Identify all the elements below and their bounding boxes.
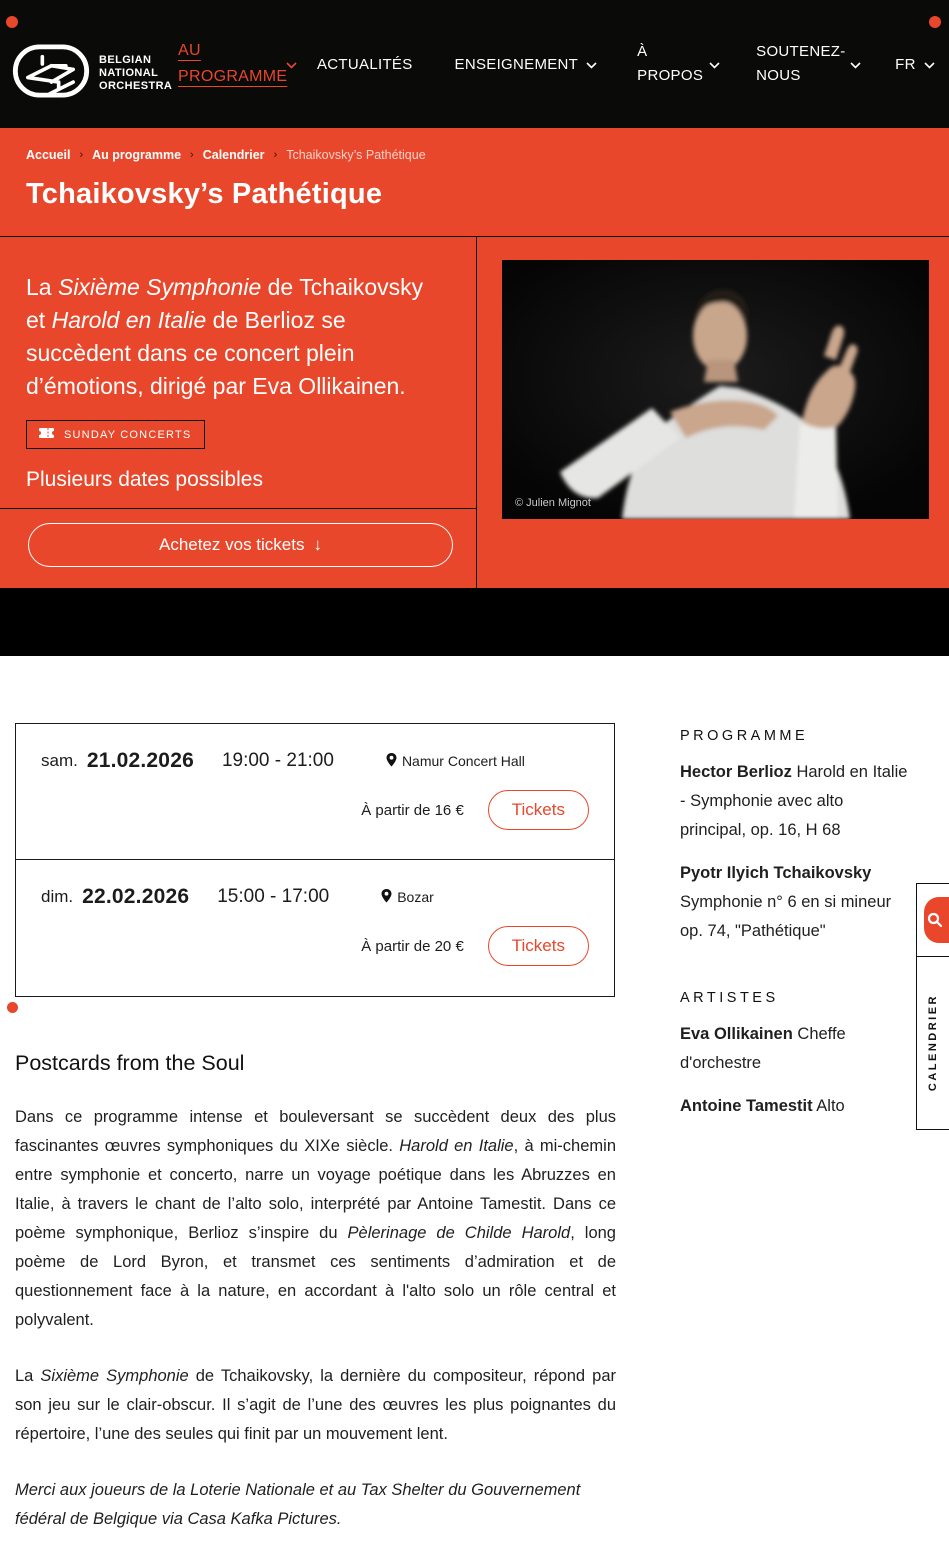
chevron-down-icon <box>586 56 597 73</box>
site-header <box>0 0 949 128</box>
nav-item-a-propos[interactable]: À PROPOS <box>637 40 720 88</box>
divider <box>0 508 477 509</box>
artiste-item: Eva Ollikainen Cheffe d'orchestre <box>680 1025 846 1072</box>
location-pin-icon <box>381 889 392 906</box>
programme-heading: PROGRAMME <box>680 728 809 744</box>
artistes-heading: ARTISTES <box>680 990 779 1006</box>
nav-item-actualites[interactable]: ACTUALITÉS <box>317 55 413 73</box>
article-paragraph: Dans ce programme intense et bouleversant se succèdent deux des plus fascinantes œuvres symphoniques du XIXe siècle. Harold en Italie, à mi-chemin entre symphonie et concerto, narre un voyage poétique dans les Abruzzes en Italie, à travers le chant de l’alto solo, interprété par Antoine Tamestit. Dans ce poème symphonique, Berlioz s’inspire du Pèlerinage de Childe Harold, long poème de Lord Byron, et transmet ces sentiments d’admiration et de questionnement face à la nature, en accordant à l'alto solo un rôle central et polyvalent. <box>15 1108 616 1329</box>
breadcrumb <box>26 148 949 162</box>
page-title: Tchaikovsky’s Pathétique <box>26 178 383 210</box>
sidebar <box>680 728 912 1121</box>
event-date: 22.02.2026 <box>82 885 190 908</box>
section-divider-band <box>0 588 949 656</box>
event-row <box>16 859 614 996</box>
event-time: 19:00 - 21:00 <box>221 750 334 771</box>
article <box>15 1051 616 1534</box>
series-badge[interactable] <box>26 420 205 449</box>
conductor-photo <box>502 260 929 519</box>
search-icon <box>924 897 949 943</box>
event-venue: Namur Concert Hall <box>386 753 525 770</box>
buy-tickets-button[interactable]: Achetez vos tickets ↓ <box>28 523 453 567</box>
brand-logo-block[interactable] <box>12 44 172 103</box>
event-day: dim. <box>41 887 74 906</box>
chevron-down-icon <box>850 56 861 73</box>
dates-note: Plusieurs dates possibles <box>26 468 263 491</box>
photo-credit: © Julien Mignot <box>515 497 591 509</box>
breadcrumb-separator: › <box>79 149 84 161</box>
artiste-item: Antoine Tamestit Alto <box>680 1097 845 1115</box>
nav-item-enseignement[interactable]: ENSEIGNEMENT <box>455 56 598 73</box>
language-selector[interactable]: FR <box>895 56 935 73</box>
chevron-down-icon <box>709 56 720 73</box>
programme-item: Hector Berlioz Harold en Italie - Symphonie avec alto principal, op. 16, H 68 <box>680 763 908 839</box>
hero-left-panel <box>0 237 477 588</box>
tickets-button[interactable]: Tickets <box>488 790 589 830</box>
breadcrumb-separator: › <box>273 149 278 161</box>
event-row <box>16 724 614 859</box>
event-time: 15:00 - 17:00 <box>217 886 330 907</box>
orchestra-logo-icon <box>12 44 90 103</box>
main-content <box>0 656 949 1550</box>
event-date: 21.02.2026 <box>86 749 194 772</box>
event-price: À partir de 20 € <box>361 937 464 955</box>
breadcrumb-link-accueil[interactable]: Accueil <box>26 148 71 162</box>
events-table <box>15 723 615 997</box>
hero-description: La Sixième Symphonie de Tchaikovsky et Harold en Italie de Berlioz se succèdent dans ce concert plein d’émotions, dirigé par Eva Ollikainen. <box>26 274 424 399</box>
brand-name: BELGIAN NATIONAL ORCHESTRA <box>99 54 173 92</box>
calendar-tab-button[interactable] <box>916 957 949 1130</box>
main-nav <box>178 0 948 128</box>
search-button[interactable] <box>916 883 949 957</box>
article-paragraph-thanks: Merci aux joueurs de la Loterie Nationale et au Tax Shelter du Gouvernement fédéral de Belgique via Casa Kafka Pictures. <box>15 1481 581 1528</box>
breadcrumb-separator: › <box>190 149 194 161</box>
chevron-down-icon <box>286 56 297 73</box>
breadcrumb-link-calendrier[interactable]: Calendrier <box>202 148 265 162</box>
decoration-dot <box>7 1002 18 1013</box>
arrow-down-icon: ↓ <box>313 535 322 554</box>
decoration-dot <box>6 16 18 28</box>
hero-section <box>0 236 949 588</box>
breadcrumb-link-au-programme[interactable]: Au programme <box>92 148 182 162</box>
chevron-down-icon <box>924 56 935 73</box>
article-paragraph: La Sixième Symphonie de Tchaikovsky, la dernière du compositeur, répond par son jeu sur le clair-obscur. Il s’agit de l’une des œuvres les plus poignantes du répertoire, l’une des seules qui finit par un mouvement lent. <box>15 1367 616 1443</box>
event-price: À partir de 16 € <box>361 801 464 819</box>
edge-tabs <box>916 883 949 1130</box>
nav-item-au-programme[interactable]: AU PROGRAMME <box>178 38 297 90</box>
tickets-button[interactable]: Tickets <box>488 926 589 966</box>
article-heading: Postcards from the Soul <box>15 1051 245 1075</box>
nav-item-soutenez-nous[interactable]: SOUTENEZ-NOUS <box>756 40 861 88</box>
hero-right-panel <box>477 237 949 588</box>
location-pin-icon <box>386 753 397 770</box>
title-section <box>0 128 949 236</box>
breadcrumb-current: Tchaikovsky’s Pathétique <box>286 148 426 162</box>
programme-block <box>680 728 912 946</box>
programme-item: Pyotr Ilyich Tchaikovsky Symphonie n° 6 en si mineur op. 74, "Pathétique" <box>680 864 892 940</box>
calendar-tab-label: CALENDRIER <box>927 994 939 1092</box>
ticket-icon <box>38 427 55 442</box>
event-day: sam. <box>41 751 78 770</box>
series-badge-label: SUNDAY CONCERTS <box>64 428 192 441</box>
artistes-block <box>680 990 912 1121</box>
event-venue: Bozar <box>381 889 434 906</box>
